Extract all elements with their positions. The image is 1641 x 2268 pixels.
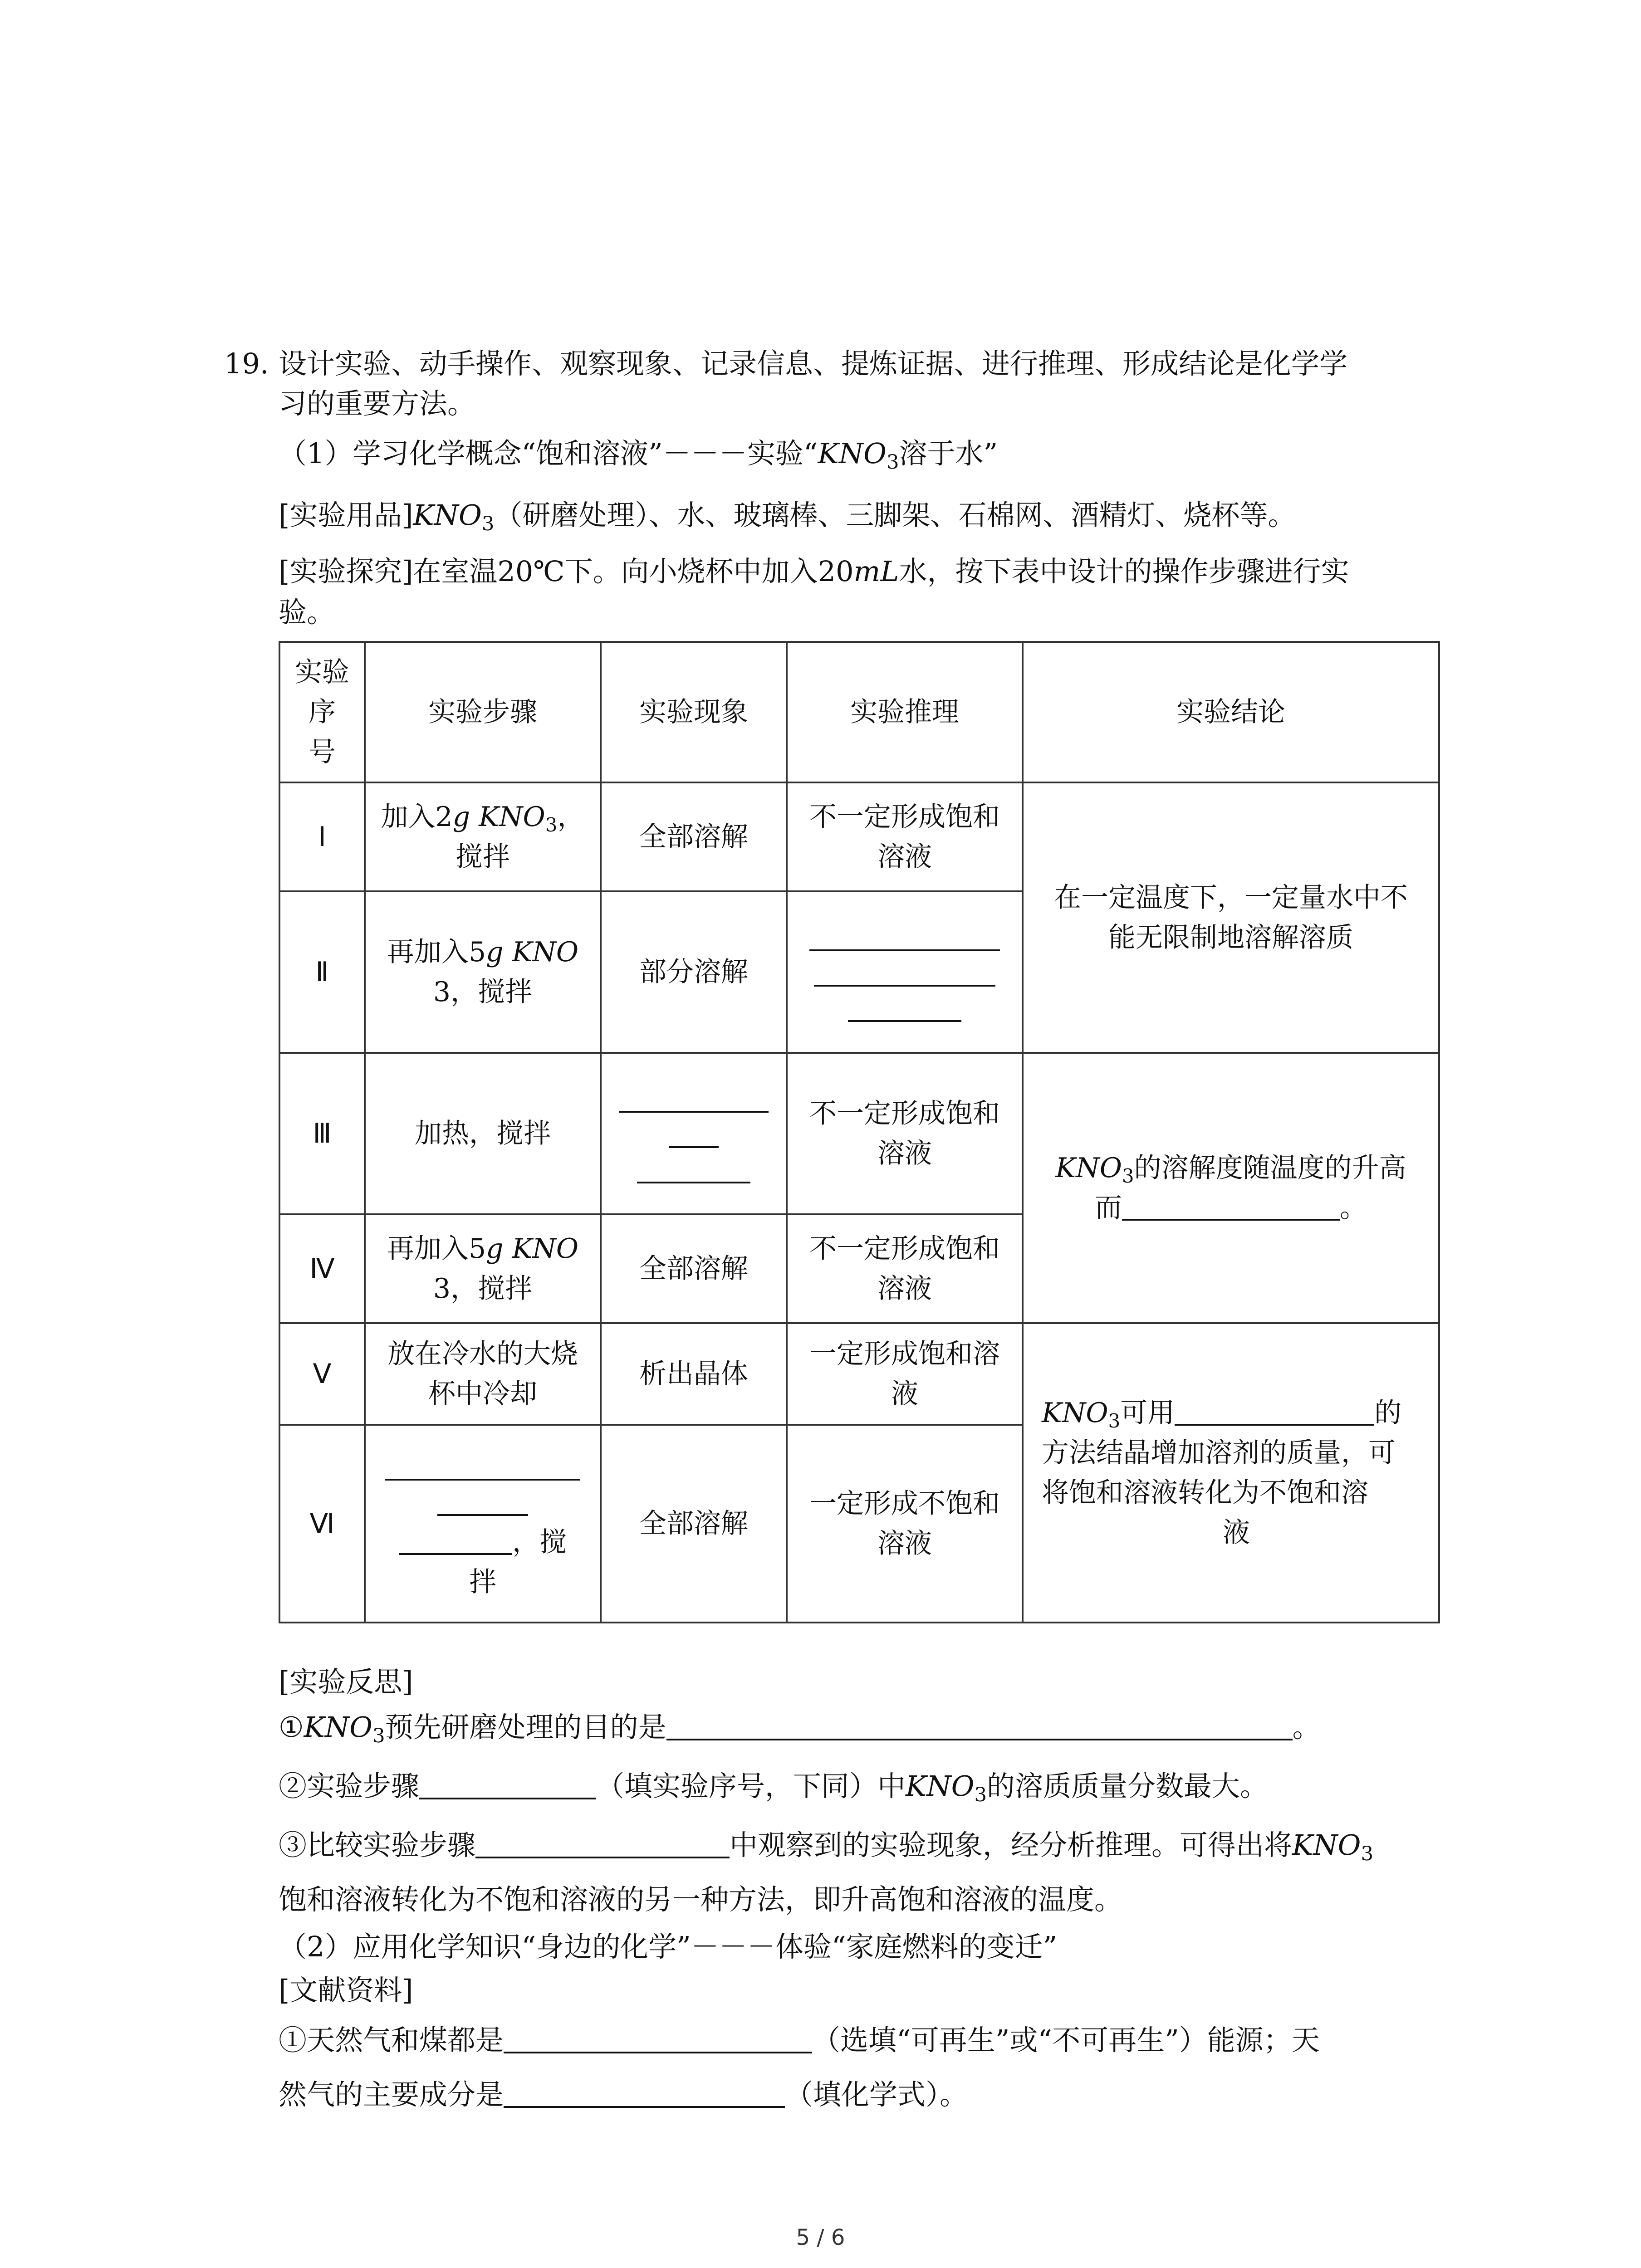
natural-gas-formula-blank[interactable] — [504, 2079, 785, 2108]
reflection-q2: ②实验步骤 （填实验序号，下同）中$KNO_3$的溶质质量分数最大。 — [279, 1769, 1269, 1806]
solubility-trend-blank[interactable] — [1122, 1192, 1340, 1221]
table-header-row — [279, 642, 1439, 782]
step-blank-input[interactable]: ，搅 拌 — [365, 1425, 601, 1623]
header-conclusion: 实验结论 — [1023, 642, 1439, 782]
part1-heading: （1）学习化学概念“饱和溶液”－－－实验“$KNO_3$溶于水” — [279, 437, 998, 474]
row-seq: Ⅴ — [279, 1323, 365, 1425]
reflection-q1: $①KNO_3$预先研磨处理的目的是 。 — [279, 1711, 1321, 1747]
question-intro-line1: 设计实验、动手操作、观察现象、记录信息、提炼证据、进行推理、形成结论是化学学 — [279, 347, 1348, 380]
conclusion-3: $KNO_3$可用 的 方法结晶增加溶剂的质量，可 将饱和溶液转化为不饱和溶 液 — [1023, 1323, 1439, 1623]
page-number: 5 / 6 — [796, 2225, 845, 2250]
row-seq: Ⅵ — [279, 1425, 365, 1623]
energy-type-blank[interactable] — [504, 2024, 812, 2053]
row-step: 再加入5g KNO 3，搅拌 — [365, 1214, 601, 1323]
row-phenomenon: 析出晶体 — [601, 1323, 787, 1425]
compare-steps-blank[interactable] — [475, 1829, 730, 1858]
max-fraction-step-blank[interactable] — [419, 1770, 596, 1799]
reflection-q3-line2: 饱和溶液转化为不饱和溶液的另一种方法，即升高饱和溶液的温度。 — [279, 1883, 1123, 1916]
reflection-heading: [实验反思] — [279, 1665, 413, 1698]
row-seq: Ⅲ — [279, 1053, 365, 1214]
crystallization-method-blank[interactable] — [1175, 1397, 1374, 1426]
grinding-purpose-blank[interactable] — [666, 1711, 1293, 1740]
row-phenomenon: 全部溶解 — [601, 782, 787, 891]
row-phenomenon: 部分溶解 — [601, 891, 787, 1053]
row-reasoning: 不一定形成饱和 溶液 — [787, 1214, 1023, 1323]
part2-q1: ①天然气和煤都是 （选填“可再生”或“不可再生”）能源；天 — [279, 2024, 1320, 2057]
row-step: 加入2g $KNO_3$， 搅拌 — [365, 782, 601, 891]
header-step: 实验步骤 — [365, 642, 601, 782]
question-intro-line2: 习的重要方法。 — [279, 387, 476, 420]
row-reasoning: 不一定形成饱和 溶液 — [787, 1053, 1023, 1214]
materials-line: [实验用品]$KNO_3$（研磨处理）、水、玻璃棒、三脚架、石棉网、酒精灯、烧杯等。 — [279, 499, 1296, 535]
conclusion-1: 在一定温度下，一定量水中不 能无限制地溶解溶质 — [1023, 782, 1439, 1053]
row-step: 加热，搅拌 — [365, 1053, 601, 1214]
question-number: 19. — [224, 347, 269, 380]
table-row — [279, 782, 1439, 891]
header-phenomenon: 实验现象 — [601, 642, 787, 782]
part2-q1-line2: 然气的主要成分是 （填化学式）。 — [279, 2078, 968, 2111]
row-seq: Ⅰ — [279, 782, 365, 891]
row-reasoning: 不一定形成饱和 溶液 — [787, 782, 1023, 891]
experiment-table — [279, 641, 1440, 1623]
row-reasoning: 一定形成饱和溶 液 — [787, 1323, 1023, 1425]
part2-heading: （2）应用化学知识“身边的化学”－－－体验“家庭燃料的变迁” — [279, 1930, 1058, 1963]
row-reasoning: 一定形成不饱和 溶液 — [787, 1425, 1023, 1623]
row-step: 再加入5g KNO 3，搅拌 — [365, 891, 601, 1053]
table-row — [279, 1053, 1439, 1214]
reasoning-blank-input[interactable] — [787, 891, 1023, 1053]
table-row — [279, 1323, 1439, 1425]
row-seq: Ⅱ — [279, 891, 365, 1053]
phenomenon-blank-input[interactable] — [601, 1053, 787, 1214]
row-phenomenon: 全部溶解 — [601, 1425, 787, 1623]
row-step: 放在冷水的大烧 杯中冷却 — [365, 1323, 601, 1425]
explore-line2: 验。 — [279, 596, 335, 629]
explore-line1: [实验探究]在室温20℃下。向小烧杯中加入20mL水，按下表中设计的操作步骤进行实 — [279, 555, 1349, 588]
literature-heading: [文献资料] — [279, 1974, 413, 2007]
header-seq: 实验 序 号 — [279, 642, 365, 782]
reflection-q3: ③比较实验步骤 中观察到的实验现象，经分析推理。可得出将$KNO_3$ — [279, 1828, 1374, 1865]
header-reasoning: 实验推理 — [787, 642, 1023, 782]
row-phenomenon: 全部溶解 — [601, 1214, 787, 1323]
row-seq: Ⅳ — [279, 1214, 365, 1323]
conclusion-2: $KNO_3$的溶解度随温度的升高 而 。 — [1023, 1053, 1439, 1323]
